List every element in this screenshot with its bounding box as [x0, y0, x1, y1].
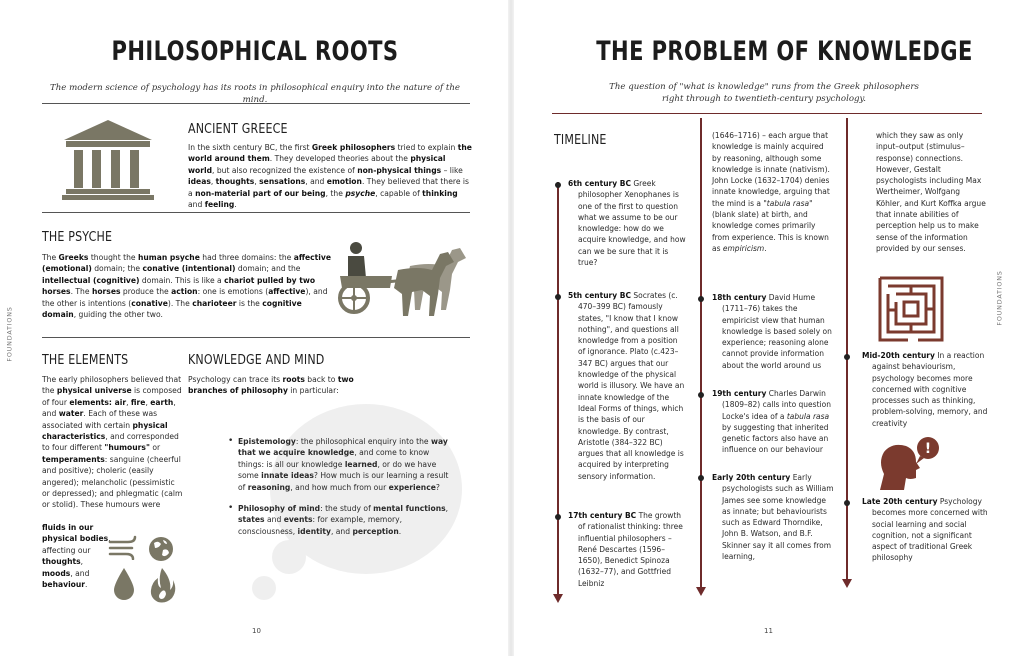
page-title-right: THE PROBLEM OF KNOWLEDGE: [596, 36, 973, 67]
timeline-line: [846, 118, 848, 582]
divider: [42, 103, 470, 104]
list-item: • Philosophy of mind: the study of mental functions, states and events: for example, memory, consciousness, identity, and perception.: [228, 503, 456, 537]
greek-temple-icon: [60, 118, 156, 202]
divider: [42, 212, 470, 213]
page-subtitle-left: The modern science of psychology has its roots in philosophical enquiry into the nature of the mind.: [50, 83, 460, 105]
timeline-continuation: (1646–1716) – each argue that knowledge is mainly acquired by reasoning, although some knowledge is innate (nativism). John Locke (1632–1704) denies innate knowledge, arguing that the mind is a "tabula rasa" (blank slate) at birth, and knowledge comes primarily from experience. This is known as empiricism.: [712, 131, 830, 253]
timeline-entry: 6th century BC Greek philosopher Xenophanes is one of the first to question what we assume to be our knowledge: how do we acquire knowledge, and how can we be sure that it is true?: [568, 179, 686, 268]
right-page: [514, 0, 1024, 656]
timeline-entry: 19th century Charles Darwin (1809–82) calls into question Locke's idea of a tabula rasa by suggesting that inherited genetic factors also have an influence on our behaviour: [712, 389, 831, 455]
timeline-dot: [844, 354, 850, 360]
psyche-text: The Greeks thought the human psyche had three domains: the affective (emotional) domain; the conative (intentional) domain; and the intellectual (cognitive) domain. This is like a chariot pulled by two horses. The horses produce the action: one is emotions (affective), and the other is intentions (conative). The charioteer is the cognitive domain, guiding the other two.: [42, 253, 331, 320]
list-item: • Epistemology: the philosophical enquiry into the way that we acquire knowledge, and come to know things: is all our knowledge learned, or do we have some innate ideas? How much is our learning a result of reasoning, and how much from our experience?: [228, 436, 456, 493]
timeline-line: [557, 182, 559, 598]
psyche-heading: THE PSYCHE: [42, 229, 113, 245]
elements-text-continued: fluids in our physical bodies, affecting our thoughts, moods, and behaviour.: [42, 523, 111, 590]
head-question-icon: [876, 434, 948, 492]
knowledge-bullet-list: [228, 436, 456, 547]
section-side-label: FOUNDATIONS: [995, 270, 1004, 326]
svg-text:!: !: [924, 441, 932, 457]
timeline-dot: [698, 392, 704, 398]
timeline-heading: TIMELINE: [554, 132, 607, 148]
timeline-entry: Early 20th century Early psychologists such as William James see some knowledge as innate; but behaviourists such as Edward Thorndike, John B. Watson, and B.F. Skinner say it all comes from learning,: [712, 473, 834, 562]
timeline-entry: 18th century David Hume (1711–76) takes the empiricist view that human knowledge is based solely on experience; reasoning alone cannot provide information about the world around us: [712, 293, 832, 370]
water-drop-icon: [112, 566, 136, 602]
section-side-label: FOUNDATIONS: [5, 306, 14, 362]
timeline-arrow-icon: [696, 587, 706, 596]
timeline-entry: 5th century BC Socrates (c. 470–399 BC) famously states, "I know that I know nothing", and questions all knowledge from a position of ignorance. Plato (c.423–347 BC) argues that our knowledge of the physical world is illusory. We have an innate knowledge of the Ideal Forms of things, which is the basis of our knowledge. By contrast, Aristotle (384–322 BC) argues that all knowledge is acquired by interpreting sensory information.: [568, 291, 685, 481]
divider: [42, 337, 470, 338]
knowledge-mind-text: Psychology can trace its roots back to two branches of philosophy in particular:: [188, 375, 354, 396]
fire-icon: [148, 566, 176, 604]
timeline-dot: [844, 500, 850, 506]
elements-heading: THE ELEMENTS: [42, 352, 129, 368]
air-icon: [108, 534, 138, 560]
timeline-entry: 17th century BC The growth of rationalist thinking: three influential philosophers – René Descartes (1596–1650), Benedict Spinoza (1632–77), and Gottfried Leibniz: [568, 511, 683, 588]
elements-text: The early philosophers believed that the physical universe is composed of four elements: air, fire, earth, and water. Each of these was associated with certain physical characteristics, and corresponded to four different "humours" or temperaments: sanguine (cheerful and positive); choleric (easily angered); melancholic (pessimistic or depressed); and phlegmatic (calm or stolid). These humours were: [42, 375, 183, 510]
timeline-continuation: which they saw as only input–output (stimulus–response) connections. However, Gestalt psychologists including Max Wertheimer, Wolfgang Köhler, and Kurt Koffka argue that innate abilities of perception help us to make sense of the information provided by our senses.: [876, 131, 986, 253]
divider: [552, 113, 982, 114]
timeline-arrow-icon: [553, 594, 563, 603]
knowledge-mind-heading: KNOWLEDGE AND MIND: [188, 352, 325, 368]
thought-bubble: [252, 576, 276, 600]
page-title-left: PHILOSOPHICAL ROOTS: [111, 36, 399, 67]
timeline-dot: [698, 296, 704, 302]
timeline-dot: [555, 182, 561, 188]
timeline-line: [700, 118, 702, 590]
maze-icon: [878, 276, 944, 342]
page-subtitle-right: The question of "what is knowledge" runs from the Greek philosophers right through to twentieth-century psychology.: [609, 82, 919, 104]
page-number: 11: [764, 627, 773, 635]
timeline-dot: [555, 294, 561, 300]
page-number: 10: [252, 627, 261, 635]
left-page: [0, 0, 510, 656]
timeline-dot: [555, 514, 561, 520]
timeline-arrow-icon: [842, 579, 852, 588]
ancient-greece-heading: ANCIENT GREECE: [188, 121, 288, 137]
timeline-entry: Late 20th century Psychology becomes more concerned with social learning and social cognition, not a significant aspect of traditional Greek philosophy: [862, 497, 988, 563]
timeline-entry: Mid-20th century In a reaction against behaviourism, psychology becomes more concerned with cognitive processes such as thinking, problem-solving, memory, and creativity: [862, 351, 988, 428]
chariot-horses-icon: [334, 236, 474, 328]
timeline-dot: [698, 475, 704, 481]
ancient-greece-text: In the sixth century BC, the first Greek philosophers tried to explain the world around them. They developed theories about the physical world, but also recognized the existence of non-physical things – like ideas, thoughts, sensations, and emotion. They believed that there is a non-material part of our being, the psyche, capable of thinking and feeling.: [188, 143, 472, 210]
earth-globe-icon: [148, 536, 174, 562]
